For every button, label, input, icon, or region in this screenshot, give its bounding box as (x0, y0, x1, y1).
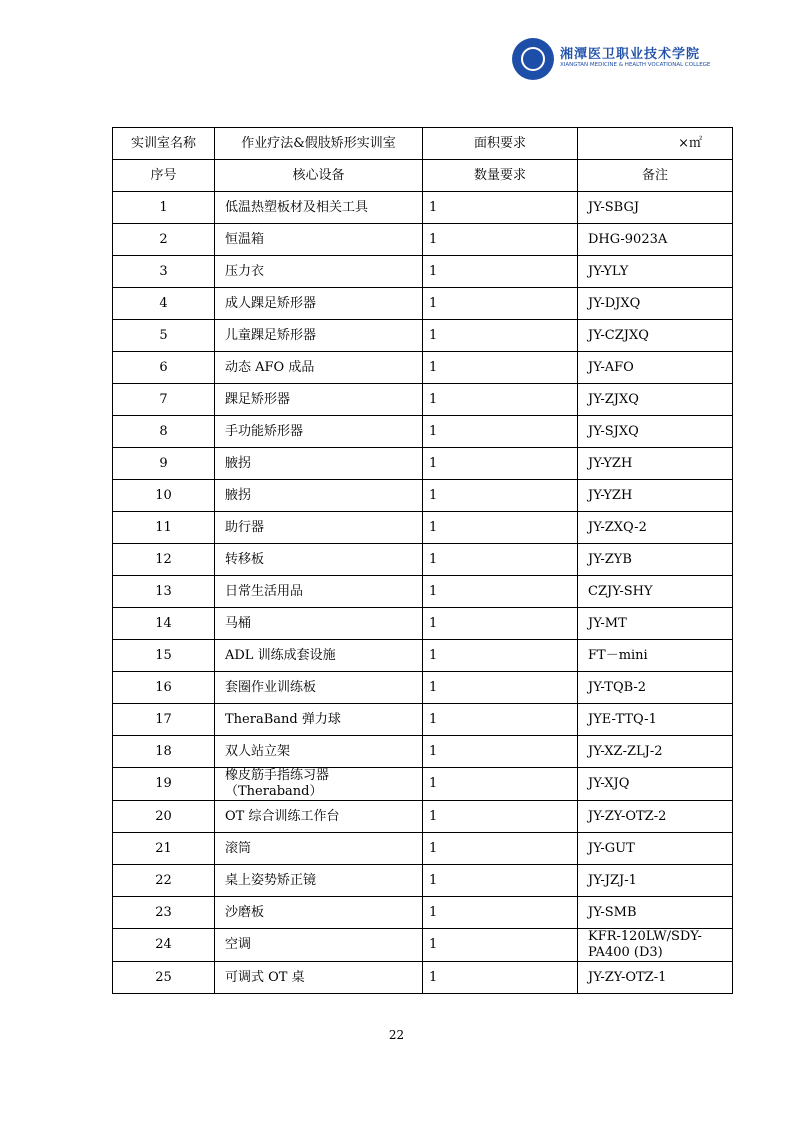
quantity: 1 (423, 672, 578, 704)
quantity: 1 (423, 736, 578, 768)
quantity: 1 (423, 897, 578, 929)
equipment-name: 手功能矫形器 (215, 416, 423, 448)
equipment-name: 双人站立架 (215, 736, 423, 768)
equipment-name: 滚筒 (215, 833, 423, 865)
remark: JY-SMB (578, 897, 733, 929)
equipment-name: 空调 (215, 929, 423, 962)
col-header-remark: 备注 (578, 160, 733, 192)
table-row (113, 640, 733, 672)
table-row (113, 865, 733, 897)
lab-name-value: 作业疗法&假肢矫形实训室 (215, 128, 423, 160)
equipment-name: 助行器 (215, 512, 423, 544)
row-index: 18 (113, 736, 215, 768)
col-header-equipment: 核心设备 (215, 160, 423, 192)
row-index: 9 (113, 448, 215, 480)
row-index: 11 (113, 512, 215, 544)
table-row (113, 897, 733, 929)
row-index: 13 (113, 576, 215, 608)
quantity: 1 (423, 801, 578, 833)
remark: JY-DJXQ (578, 288, 733, 320)
table-row (113, 480, 733, 512)
table-row (113, 544, 733, 576)
remark: JYE-TTQ-1 (578, 704, 733, 736)
equipment-name: 桌上姿势矫正镜 (215, 865, 423, 897)
equipment-name: 成人踝足矫形器 (215, 288, 423, 320)
equipment-name: 马桶 (215, 608, 423, 640)
table-row (113, 384, 733, 416)
equipment-name: 腋拐 (215, 480, 423, 512)
remark: JY-ZXQ-2 (578, 512, 733, 544)
row-index: 2 (113, 224, 215, 256)
row-index: 15 (113, 640, 215, 672)
remark: JY-XJQ (578, 768, 733, 801)
quantity: 1 (423, 320, 578, 352)
quantity: 1 (423, 448, 578, 480)
remark: KFR-120LW/SDY-PA400 (D3) (578, 929, 733, 962)
remark: JY-YLY (578, 256, 733, 288)
remark: JY-JZJ-1 (578, 865, 733, 897)
row-index: 16 (113, 672, 215, 704)
table-row (113, 288, 733, 320)
remark: JY-GUT (578, 833, 733, 865)
row-index: 12 (113, 544, 215, 576)
quantity: 1 (423, 704, 578, 736)
row-index: 22 (113, 865, 215, 897)
row-index: 17 (113, 704, 215, 736)
table-row (113, 192, 733, 224)
quantity: 1 (423, 544, 578, 576)
equipment-name: 压力衣 (215, 256, 423, 288)
quantity: 1 (423, 480, 578, 512)
area-label: 面积要求 (423, 128, 578, 160)
remark: CZJY-SHY (578, 576, 733, 608)
row-index: 23 (113, 897, 215, 929)
equipment-name: 腋拐 (215, 448, 423, 480)
quantity: 1 (423, 962, 578, 994)
remark: JY-AFO (578, 352, 733, 384)
table-row (113, 672, 733, 704)
row-index: 7 (113, 384, 215, 416)
table-row (113, 224, 733, 256)
remark: JY-ZY-OTZ-2 (578, 801, 733, 833)
table-row (113, 352, 733, 384)
remark: JY-TQB-2 (578, 672, 733, 704)
college-emblem-icon (512, 38, 554, 80)
remark: JY-ZY-OTZ-1 (578, 962, 733, 994)
row-index: 25 (113, 962, 215, 994)
remark: DHG-9023A (578, 224, 733, 256)
table-row (113, 416, 733, 448)
remark: JY-YZH (578, 480, 733, 512)
area-value: ×㎡ (578, 128, 733, 160)
quantity: 1 (423, 384, 578, 416)
remark: JY-SJXQ (578, 416, 733, 448)
table-row (113, 512, 733, 544)
equipment-name: 日常生活用品 (215, 576, 423, 608)
row-index: 6 (113, 352, 215, 384)
quantity: 1 (423, 352, 578, 384)
row-index: 5 (113, 320, 215, 352)
equipment-name: 橡皮筋手指练习器（Theraband） (215, 768, 423, 801)
table-row (113, 320, 733, 352)
quantity: 1 (423, 288, 578, 320)
equipment-name: 恒温箱 (215, 224, 423, 256)
quantity: 1 (423, 865, 578, 897)
table-row (113, 448, 733, 480)
lab-info-row (113, 128, 733, 160)
quantity: 1 (423, 512, 578, 544)
college-name-en: XIANGTAN MEDICINE & HEALTH VOCATIONAL COLLEGE (560, 62, 711, 68)
quantity: 1 (423, 833, 578, 865)
quantity: 1 (423, 768, 578, 801)
col-header-index: 序号 (113, 160, 215, 192)
equipment-name: 低温热塑板材及相关工具 (215, 192, 423, 224)
row-index: 1 (113, 192, 215, 224)
table-row (113, 929, 733, 962)
quantity: 1 (423, 929, 578, 962)
row-index: 4 (113, 288, 215, 320)
equipment-name: ADL 训练成套设施 (215, 640, 423, 672)
equipment-name: OT 综合训练工作台 (215, 801, 423, 833)
equipment-name: 套圈作业训练板 (215, 672, 423, 704)
remark: JY-MT (578, 608, 733, 640)
remark: JY-YZH (578, 448, 733, 480)
table-row (113, 801, 733, 833)
row-index: 21 (113, 833, 215, 865)
equipment-name: 动态 AFO 成品 (215, 352, 423, 384)
equipment-name: 可调式 OT 桌 (215, 962, 423, 994)
row-index: 24 (113, 929, 215, 962)
table-row (113, 704, 733, 736)
quantity: 1 (423, 192, 578, 224)
table-row (113, 768, 733, 801)
quantity: 1 (423, 608, 578, 640)
row-index: 10 (113, 480, 215, 512)
equipment-name: 踝足矫形器 (215, 384, 423, 416)
quantity: 1 (423, 224, 578, 256)
remark: JY-ZJXQ (578, 384, 733, 416)
row-index: 8 (113, 416, 215, 448)
equipment-name: 转移板 (215, 544, 423, 576)
table-row (113, 962, 733, 994)
row-index: 3 (113, 256, 215, 288)
row-index: 20 (113, 801, 215, 833)
col-header-quantity: 数量要求 (423, 160, 578, 192)
remark: JY-SBGJ (578, 192, 733, 224)
header-row (113, 160, 733, 192)
table-row (113, 576, 733, 608)
college-logo (512, 38, 711, 80)
table-row (113, 833, 733, 865)
equipment-name: TheraBand 弹力球 (215, 704, 423, 736)
table-row (113, 736, 733, 768)
row-index: 19 (113, 768, 215, 801)
remark: JY-CZJXQ (578, 320, 733, 352)
lab-name-label: 实训室名称 (113, 128, 215, 160)
remark: JY-XZ-ZLJ-2 (578, 736, 733, 768)
page-number: 22 (388, 1028, 405, 1042)
table-row (113, 608, 733, 640)
college-name: 湘潭医卫职业技术学院 (560, 47, 701, 62)
table-row (113, 256, 733, 288)
quantity: 1 (423, 256, 578, 288)
quantity: 1 (423, 576, 578, 608)
quantity: 1 (423, 640, 578, 672)
quantity: 1 (423, 416, 578, 448)
remark: JY-ZYB (578, 544, 733, 576)
equipment-name: 沙磨板 (215, 897, 423, 929)
equipment-table (112, 127, 733, 994)
remark: FT－mini (578, 640, 733, 672)
row-index: 14 (113, 608, 215, 640)
equipment-name: 儿童踝足矫形器 (215, 320, 423, 352)
